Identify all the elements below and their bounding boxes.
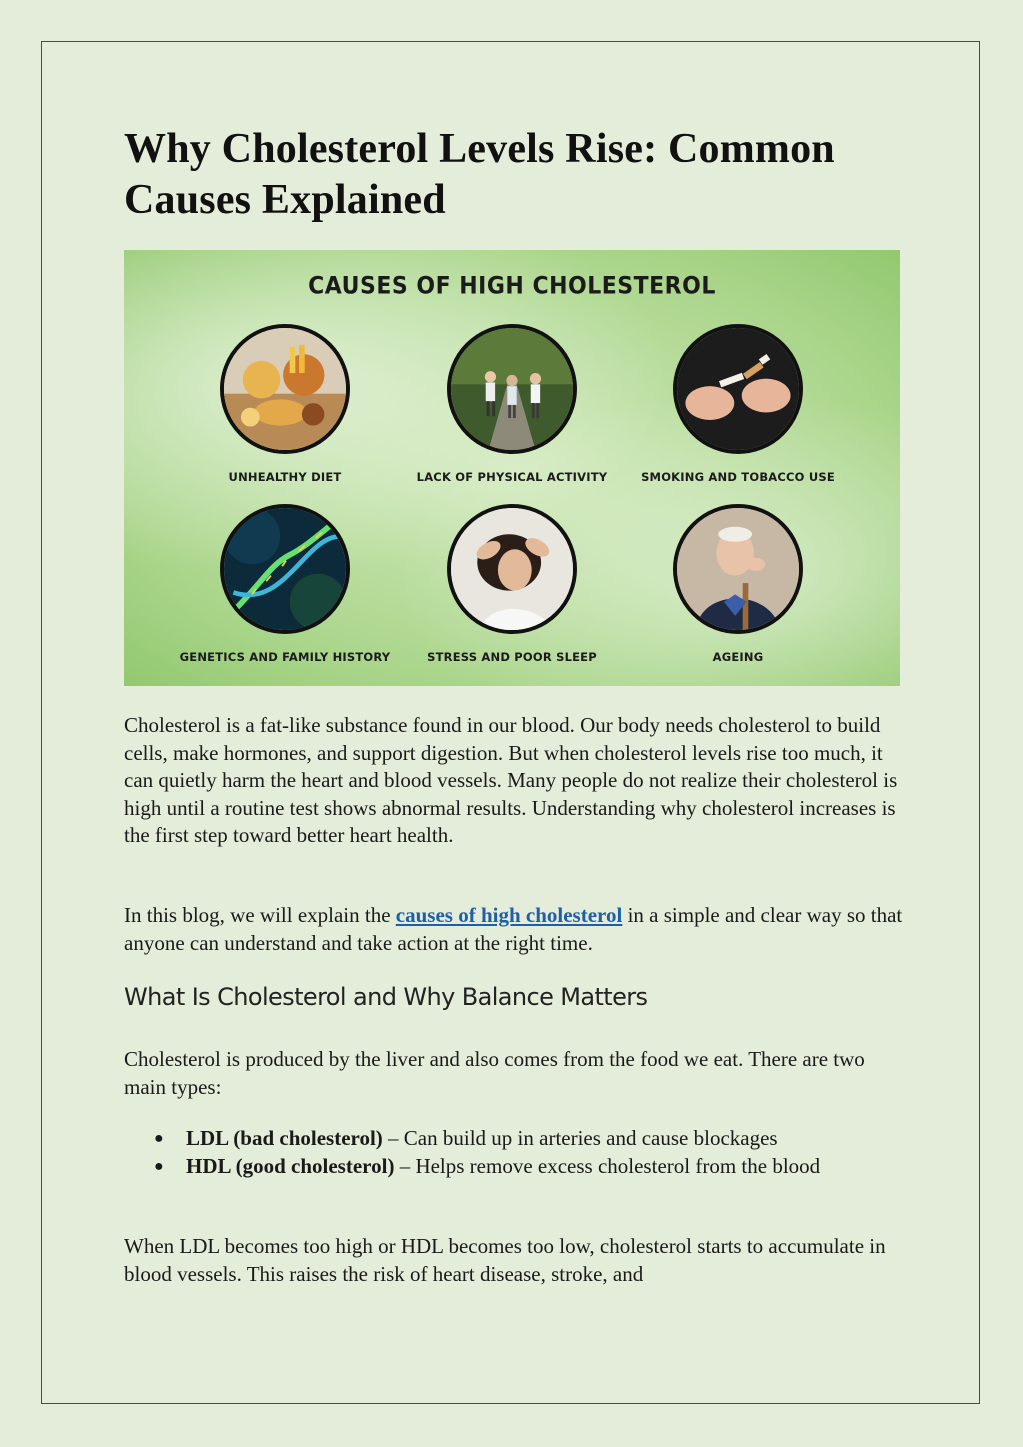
cause-label: GENETICS AND FAMILY HISTORY (179, 650, 391, 664)
section-body: Cholesterol is produced by the liver and also comes from the food we eat. There are two main types: (124, 1047, 865, 1099)
stressed-woman-image (447, 504, 577, 634)
elderly-man-image (673, 504, 803, 634)
closing-paragraph: When LDL becomes too high or HDL becomes too low, cholesterol starts to accumulate in blood vessels. This raises the risk of heart disease, stroke, and (124, 1234, 886, 1286)
list-item (124, 1153, 904, 1181)
blog-intro-text: In this blog, we will explain the (124, 903, 396, 927)
fast-food-image (220, 324, 350, 454)
blog-intro-text: in a simple and clear way so that anyone can understand and take action at the right time. (124, 903, 903, 955)
cause-label: STRESS AND POOR SLEEP (427, 650, 597, 664)
blog-intro-paragraph (124, 902, 904, 957)
causes-infographic (124, 250, 900, 686)
type-desc: – Can build up in arteries and cause blockages (382, 1126, 778, 1150)
type-desc: – Helps remove excess cholesterol from the blood (394, 1153, 821, 1178)
bullet-icon: ● (154, 1130, 164, 1147)
dna-helix-image (220, 504, 350, 634)
list-item (124, 1125, 904, 1153)
cause-unhealthy-diet (175, 324, 395, 484)
cholesterol-types-list (124, 1125, 904, 1180)
people-jogging-image (447, 324, 577, 454)
cause-label: UNHEALTHY DIET (228, 470, 342, 484)
infographic-heading: CAUSES OF HIGH CHOLESTEROL (308, 272, 716, 301)
broken-cigarette-image (673, 324, 803, 454)
cause-genetics (175, 504, 395, 664)
cause-label: LACK OF PHYSICAL ACTIVITY (416, 470, 608, 484)
bullet-icon: ● (154, 1157, 164, 1175)
cause-smoking (628, 324, 848, 484)
cause-stress-sleep (402, 504, 622, 664)
article-header (124, 124, 904, 226)
causes-link[interactable]: causes of high cholesterol (395, 903, 623, 927)
cause-ageing (628, 504, 848, 664)
type-term: LDL (bad cholesterol) (186, 1126, 383, 1150)
cause-label: AGEING (712, 650, 764, 664)
cause-lack-of-activity (402, 324, 622, 484)
cause-label: SMOKING AND TOBACCO USE (641, 470, 835, 484)
type-term: HDL (good cholesterol) (186, 1153, 395, 1178)
section-heading: What Is Cholesterol and Why Balance Matters (124, 983, 648, 1011)
page-title: Why Cholesterol Levels Rise: Common Causes Explained (124, 126, 835, 223)
intro-paragraph: Cholesterol is a fat-like substance found in our blood. Our body needs cholesterol to build cells, make hormones, and support digestion. But when cholesterol levels rise too much, it can quietly harm the heart and blood vessels. Many people do not realize their cholesterol is high until a routine test shows abnormal results. Understanding why cholesterol increases is the first step toward better heart health. (124, 713, 898, 847)
